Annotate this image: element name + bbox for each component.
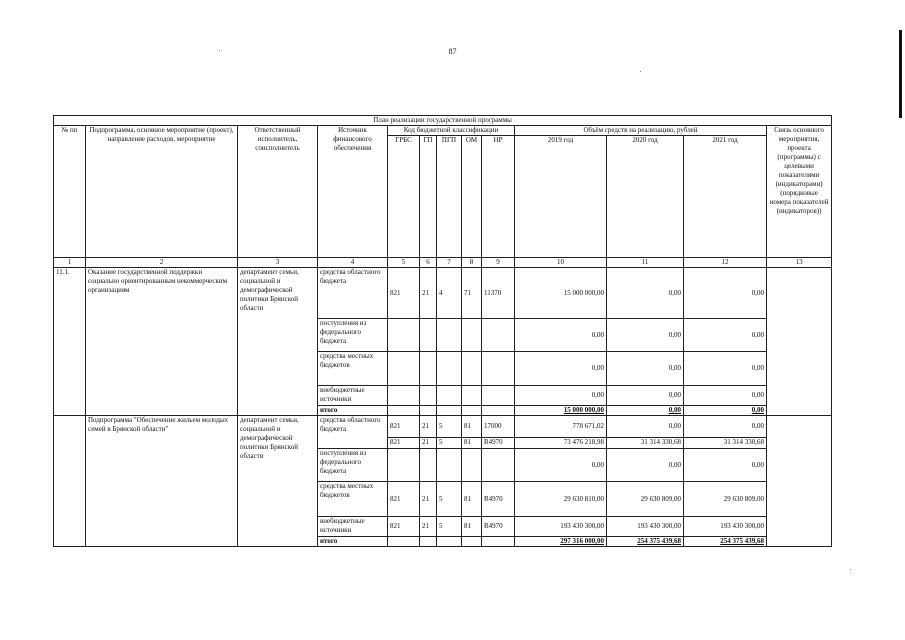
code-gp — [420, 386, 437, 406]
scan-speck — [850, 569, 851, 570]
code-pgp: 5 — [437, 438, 462, 449]
amount-2020: 0,00 — [607, 416, 684, 438]
amount-2021: 0,00 — [684, 319, 767, 352]
code-nr — [482, 352, 515, 386]
column-number: 7 — [437, 258, 462, 268]
code-pgp — [437, 449, 462, 482]
amount-2021: 31 314 330,68 — [684, 438, 767, 449]
code-om: 71 — [462, 268, 482, 319]
responsible-executor: департамент семьи, социальной и демографической политики Брянской области — [238, 268, 318, 416]
header-link: Связь основного мероприятия, проекта (программы) с целевыми показателями (индикаторами) (порядковые номера показателей (индикаторов)) — [767, 126, 832, 258]
code-nr: R4970 — [482, 517, 515, 537]
code-nr — [482, 386, 515, 406]
column-number: 13 — [767, 258, 832, 268]
header-source: Источник финансового обеспечения — [318, 126, 388, 258]
code-grbs — [388, 352, 420, 386]
header-2020: 2020 год — [607, 136, 684, 258]
header-volume: Объём средств на реализацию, рублей — [515, 126, 767, 136]
code-pgp — [437, 386, 462, 406]
column-number: 2 — [86, 258, 238, 268]
total-2020: 254 375 439,68 — [607, 537, 684, 547]
code-pgp: 5 — [437, 517, 462, 537]
subprogram-name: Подпрограмма "Обеспечение жильем молодых семей в Брянской области" — [86, 416, 238, 547]
header-row — [54, 126, 832, 136]
total-label: итого — [318, 537, 388, 547]
code-grbs: 821 — [388, 268, 420, 319]
table-title: План реализации государственной программы — [54, 116, 832, 126]
indicator-link — [767, 268, 832, 416]
page-number: 87 — [448, 47, 457, 56]
funding-source: средства местных бюджетов — [318, 352, 388, 386]
measure-name: Оказание государственной поддержки социально ориентированным некоммерческим организациям — [86, 268, 238, 416]
funding-source: внебюджетные источники — [318, 517, 388, 537]
code-om — [462, 352, 482, 386]
code-grbs — [388, 386, 420, 406]
amount-2021: 29 630 809,00 — [684, 482, 767, 517]
amount-2021: 193 430 300,00 — [684, 517, 767, 537]
code-pgp: 5 — [437, 482, 462, 517]
amount-2020: 0,00 — [607, 319, 684, 352]
column-number: 5 — [388, 258, 420, 268]
code-nr: 17000 — [482, 416, 515, 438]
amount-2020: 0,00 — [607, 449, 684, 482]
total-label: итого — [318, 406, 388, 416]
code-grbs: 821 — [388, 416, 420, 438]
column-number: 6 — [420, 258, 437, 268]
funding-source: средства областного бюджета — [318, 268, 388, 319]
table-title-row — [54, 116, 832, 126]
code-om: 81 — [462, 482, 482, 517]
code-nr: R4970 — [482, 482, 515, 517]
total-2019: 15 000 000,00 — [515, 406, 607, 416]
code-gp — [420, 449, 437, 482]
table-row — [54, 416, 832, 438]
plan-table — [53, 115, 832, 547]
code-pgp: 4 — [437, 268, 462, 319]
amount-2020: 0,00 — [607, 352, 684, 386]
amount-2021: 0,00 — [684, 386, 767, 406]
column-number: 11 — [607, 258, 684, 268]
code-pgp: 5 — [437, 416, 462, 438]
code-pgp — [437, 352, 462, 386]
amount-2019: 0,00 — [515, 319, 607, 352]
code-grbs: 821 — [388, 482, 420, 517]
column-number: 10 — [515, 258, 607, 268]
scan-speck — [640, 71, 641, 72]
total-2020: 0,00 — [607, 406, 684, 416]
code-nr: 11370 — [482, 268, 515, 319]
amount-2021: 0,00 — [684, 352, 767, 386]
amount-2020: 0,00 — [607, 268, 684, 319]
amount-2019: 0,00 — [515, 449, 607, 482]
row-number — [54, 416, 86, 547]
code-om: 81 — [462, 438, 482, 449]
code-om: 81 — [462, 416, 482, 438]
header-nr: НР — [482, 136, 515, 258]
header-gp: ГП — [420, 136, 437, 258]
header-num: № пп — [54, 126, 86, 258]
code-gp: 21 — [420, 416, 437, 438]
header-2019: 2019 год — [515, 136, 607, 258]
funding-source: средства местных бюджетов — [318, 482, 388, 517]
indicator-link — [767, 416, 832, 547]
total-2019: 297 316 000,00 — [515, 537, 607, 547]
amount-2021: 0,00 — [684, 416, 767, 438]
scan-edge-mark — [899, 30, 902, 118]
funding-source: поступления из федерального бюджета — [318, 449, 388, 482]
funding-source: поступления из федерального бюджета — [318, 319, 388, 352]
header-kbk: Код бюджетной классификации — [388, 126, 515, 136]
column-number: 9 — [482, 258, 515, 268]
amount-2021: 0,00 — [684, 268, 767, 319]
amount-2020: 0,00 — [607, 386, 684, 406]
column-number: 4 — [318, 258, 388, 268]
header-responsible: Ответственный исполнитель, соисполнитель — [238, 126, 318, 258]
funding-source: средства областного бюджета — [318, 416, 388, 449]
code-gp: 21 — [420, 482, 437, 517]
code-grbs: 821 — [388, 517, 420, 537]
table-row — [54, 268, 832, 319]
code-nr — [482, 449, 515, 482]
total-2021: 254 375 439,68 — [684, 537, 767, 547]
scan-speck — [219, 50, 220, 51]
header-om: ОМ — [462, 136, 482, 258]
amount-2019: 193 430 300,00 — [515, 517, 607, 537]
amount-2020: 31 314 330,68 — [607, 438, 684, 449]
code-gp — [420, 352, 437, 386]
column-number: 1 — [54, 258, 86, 268]
code-nr — [482, 319, 515, 352]
header-name: Подпрограмма, основное мероприятие (проект), направление расходов, мероприятие — [86, 126, 238, 258]
amount-2019: 29 630 810,00 — [515, 482, 607, 517]
code-gp: 21 — [420, 268, 437, 319]
amount-2020: 29 630 809,00 — [607, 482, 684, 517]
column-number: 8 — [462, 258, 482, 268]
code-om — [462, 449, 482, 482]
header-grbs: ГРБС — [388, 136, 420, 258]
row-number: 11.1. — [54, 268, 86, 416]
code-gp: 21 — [420, 438, 437, 449]
code-gp: 21 — [420, 517, 437, 537]
code-gp — [420, 319, 437, 352]
amount-2019: 0,00 — [515, 352, 607, 386]
code-nr: R4970 — [482, 438, 515, 449]
amount-2019: 15 000 000,00 — [515, 268, 607, 319]
amount-2021: 0,00 — [684, 449, 767, 482]
code-grbs — [388, 319, 420, 352]
amount-2020: 193 430 300,00 — [607, 517, 684, 537]
amount-2019: 73 476 218,98 — [515, 438, 607, 449]
amount-2019: 778 671,02 — [515, 416, 607, 438]
responsible-executor: департамент семьи, социальной и демографической политики Брянской области — [238, 416, 318, 547]
code-om: 81 — [462, 517, 482, 537]
header-2021: 2021 год — [684, 136, 767, 258]
column-number: 12 — [684, 258, 767, 268]
column-number: 3 — [238, 258, 318, 268]
code-om — [462, 319, 482, 352]
code-grbs: 821 — [388, 438, 420, 449]
total-2021: 0,00 — [684, 406, 767, 416]
header-pgp: ПГП — [437, 136, 462, 258]
code-pgp — [437, 319, 462, 352]
funding-source: внебюджетные источники — [318, 386, 388, 406]
amount-2019: 0,00 — [515, 386, 607, 406]
code-om — [462, 386, 482, 406]
column-number-row — [54, 258, 832, 268]
code-grbs — [388, 449, 420, 482]
